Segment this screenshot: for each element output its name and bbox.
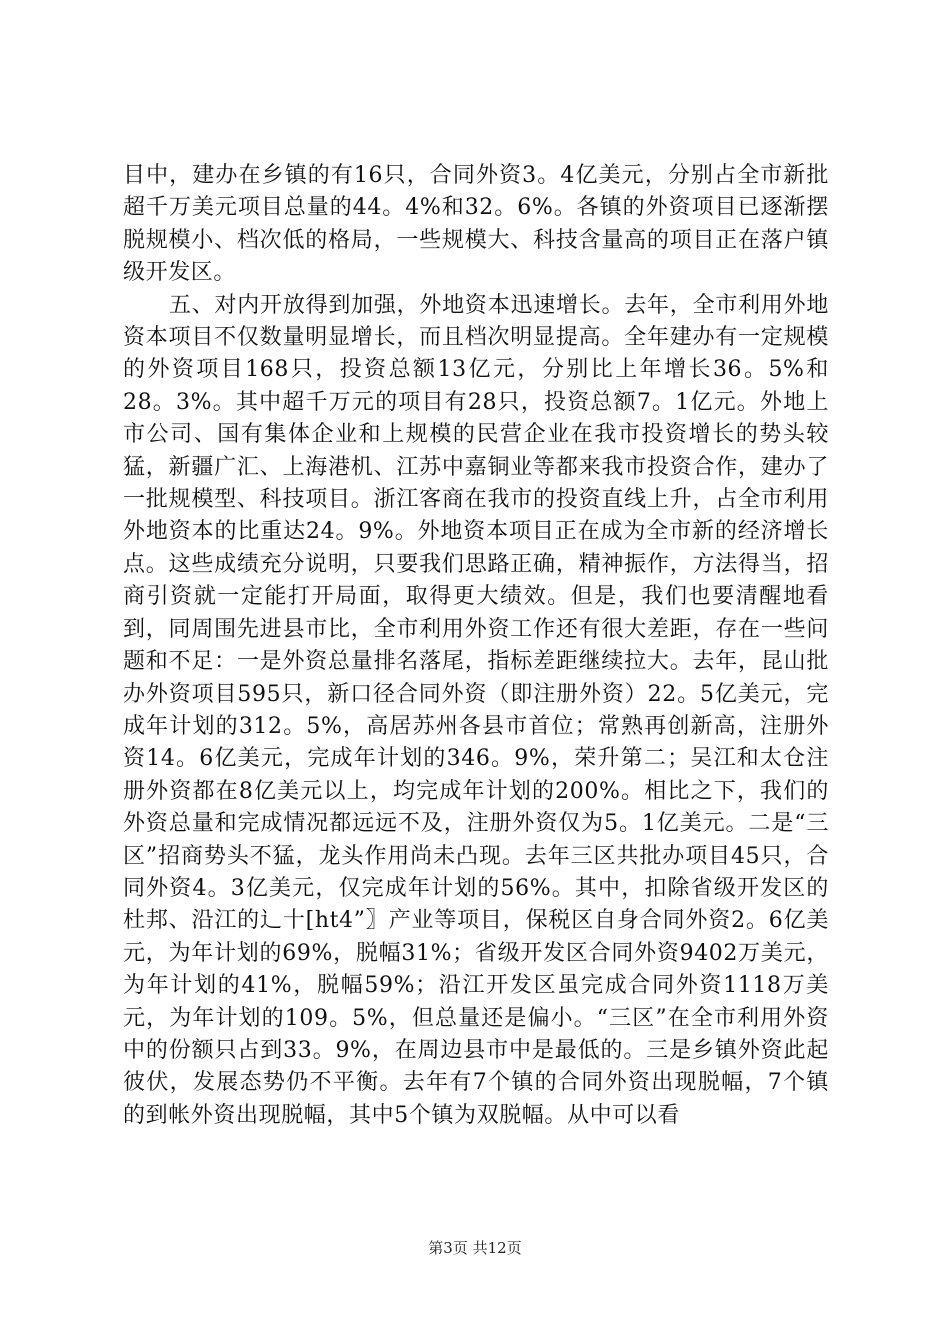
paragraph-section-five: 五、对内开放得到加强，外地资本迅速增长。去年，全市利用外地资本项目不仅数量明显增长，而且档次明显提高。全年建办有一定规模的外资项目168只，投资总额13亿元，分别比上年增长36。5%和28。3%。其中超千万元的项目有28只，投资总额7。1亿元。外地上市公司、国有集体企业和上规模的民营企业在我市投资增长的势头较猛，新疆广汇、上海港机、江苏中嘉铜业等都来我市投资合作，建办了一批规模型、科技项目。浙江客商在我市的投资直线上升，占全市利用外地资本的比重达24。9%。外地资本项目正在成为全市新的经济增长点。这些成绩充分说明，只要我们思路正确，精神振作，方法得当，招商引资就一定能打开局面，取得更大绩效。但是，我们也要清醒地看到，同周围先进县市比，全市利用外资工作还有很大差距，存在一些问题和不足：一是外资总量排名落尾，指标差距继续拉大。去年，昆山批办外资项目595只，新口径合同外资（即注册外资）22。5亿美元，完成年计划的312。5%，高居苏州各县市首位；常熟再创新高，注册外资14。6亿美元，完成年计划的346。9%，荣升第二；吴江和太仓注册外资都在8亿美元以上，均完成年计划的200%。相比之下，我们的外资总量和完成情况都远远不及，注册外资仅为5。1亿美元。二是“三区”招商势头不猛，龙头作用尚未凸现。去年三区共批办项目45只，合同外资4。3亿美元，仅完成年计划的56%。其中，扣除省级开发区的杜邦、沿江的辶十[ht4”〗产业等项目，保税区自身合同外资2。6亿美元，为年计划的69%，脱幅31%；省级开发区合同外资9402万美元，为年计划的41%，脱幅59%；沿江开发区虽完成合同外资1118万美元，为年计划的109。5%，但总量还是偏小。“三区”在全市利用外资中的份额只占到33。9%，在周边县市中是最低的。三是乡镇外资此起彼伏，发展态势仍不平衡。去年有7个镇的合同外资出现脱幅，7个镇的到帐外资出现脱幅，其中5个镇为双脱幅。从中可以看 [123, 292, 829, 1128]
page-number-footer: 第3页 共12页 [428, 1239, 522, 1257]
body-text [123, 160, 829, 1132]
paragraph-continued: 目中，建办在乡镇的有16只，合同外资3。4亿美元，分别占全市新批超千万美元项目总量的44。4%和32。6%。各镇的外资项目已逐渐摆脱规模小、档次低的格局，一些规模大、科技含量高的项目正在落户镇级开发区。 [123, 163, 829, 286]
